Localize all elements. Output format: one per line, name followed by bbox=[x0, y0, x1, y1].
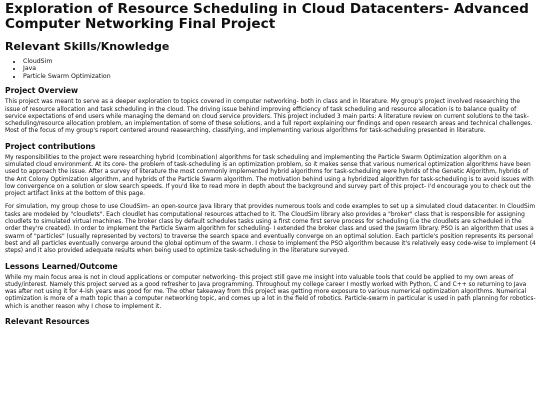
resources-heading: Relevant Resources bbox=[5, 317, 90, 327]
overview-heading: Project Overview bbox=[5, 86, 79, 96]
skills-list bbox=[5, 58, 536, 80]
skill-item: • Particle Swarm Optimization bbox=[23, 73, 536, 80]
lessons-paragraph: While my main focus area is not in cloud applications or computer networking- this project still gave me insight into valuable tools that could be applied to my own areas of study/interest. Namely this project served as a good refresher to Java programming. Throughout my college career I mostly worked with Python, C and C++ so returning to Java was after not using it for 4-ish years was good for me. The other takeaway from this project was getting more exposure to various numerical optimization algorithms. Numerical optimization is more of a math topic than a computer networking topic, and comes up a lot in the field of robotics. Particle-swarm in particular is used in path planning for robotics- which is another reason why I chose to implement it. bbox=[5, 274, 536, 310]
skill-item: • CloudSim bbox=[23, 58, 536, 65]
overview-paragraph: This project was meant to serve as a deeper exploration to topics covered in computer networking- both in class and in literature. My group's project involved researching the issue of resource allocation and task scheduling in the cloud. The driving issue behind improving efficiency of task scheduling and resource allocation is to balance quality of service expectations of end users while managing the demand on cloud service providers. This project included 3 main parts: A literature review on current solutions to the task-scheduling/resource allocation problem, an implementation of some of these solutions, and a full report explaining our findings and open research areas and technical challenges. Most of the focus of my group's report centered around reasearching, classifying, and implementing various algorithms for task-scheduling presented in literature. bbox=[5, 99, 533, 135]
contributions-heading: Project contributions bbox=[5, 141, 96, 151]
contributions-paragraph-1: My responsibilities to the project were researching hybrid (combination) algorithms for task scheduling and implementing the Particle Swarm Optimization algorithm on a simulated cloud environment. At its core- the problem of task-scheduling is an optimization problem, so it makes sense that various numerical optimization algorithms have been used to approach the issue. After a survey of literature the most commonly implemented hybrid algorithms for task-scheduling were hybrids of the Genetic Algorithm, hybrids of the Ant Colony Optimization algorithm, and hybrids of the Particle Swarm algorithm. The motivation behind using a hybridized algorithm for task-scheduling is to avoid issues with low convergence on a solution or slow search speeds. If you'd like to read more in depth about the background and survey part of this project- I'd encourage you to check out the project artifact links at the bottom of this page. bbox=[5, 154, 534, 198]
contributions-paragraph-2: For simulation, my group chose to use CloudSim- an open-source Java library that provides numerous tools and code examples to set up a simulated cloud datacenter. In CloudSim tasks are modeled by "cloudlets". Each cloudlet has computational resources attached to it. The CloudSim library also provides a "broker" class that is responsible for assigning cloudlets to simulated virtual machines. The broker class by default schedules tasks using a first come first serve process for scheduling (i.e the cloudlets are scheduled in the order they're created). In order to implement the Particle Swarm algorithm for scheduling- I extended the broker class and used the Jswarm library. PSO is an algorithm that uses a swarm of "particles" (usually represented by vectors) to traverse the search space and eventually converge on an optimal solution. Each particle's position represents its personal best and all particles eventually converge around the global optimum of the swarm. I chose to implement the PSO algorithm because it's relatively easy code-wise to implement (4 steps) and it also provided adequate results when being used to optimize task-scheduling in the literature surveyed. bbox=[5, 204, 536, 255]
skills-heading: Relevant Skills/Knowledge bbox=[5, 40, 170, 53]
skill-item: • Java bbox=[23, 65, 536, 72]
page-title: Exploration of Resource Scheduling in Cloud Datacenters- Advanced Computer Networking Final Project bbox=[5, 1, 529, 32]
lessons-heading: Lessons Learned/Outcome bbox=[5, 261, 118, 271]
